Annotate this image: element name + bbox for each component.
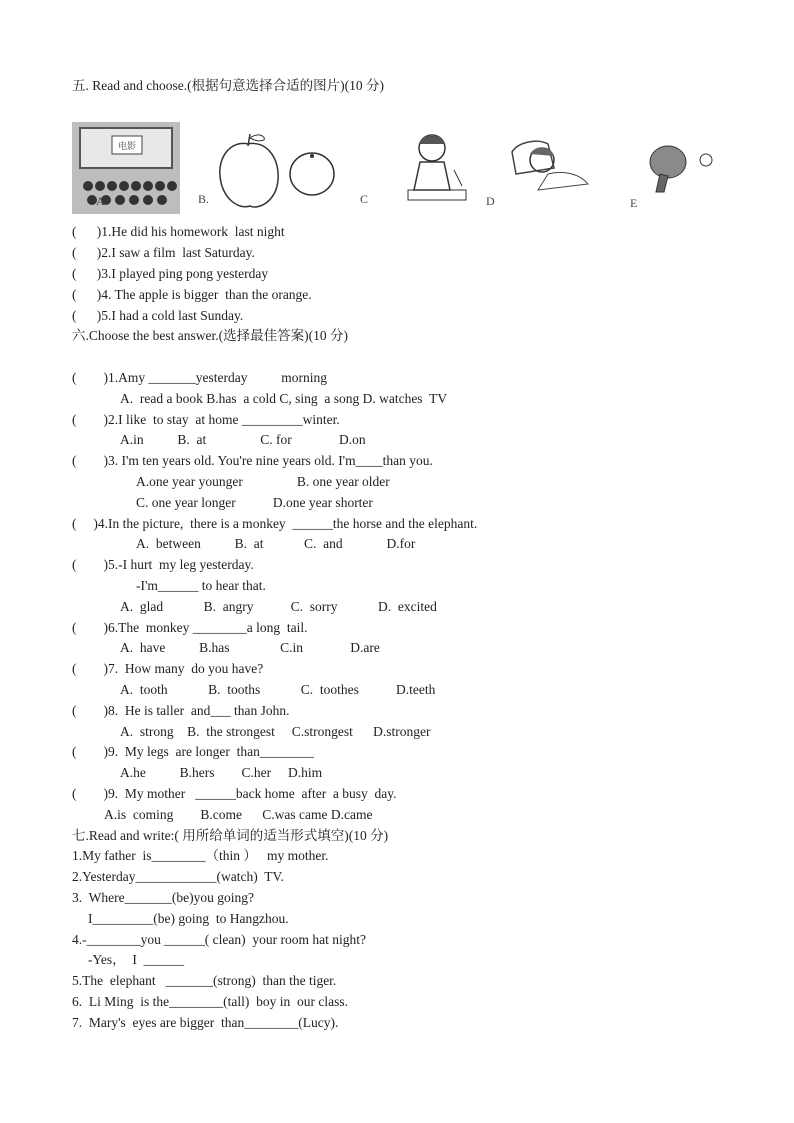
section7-title: 七.Read and write:( 用所给单词的适当形式填空)(10 分) xyxy=(72,828,389,843)
s7-q3: 3. Where_______(be)you going? xyxy=(72,890,254,905)
s6-q5-options: A. glad B. angry C. sorry D. excited xyxy=(120,599,437,614)
s7-q1: 1.My father is________（thin ） my mother. xyxy=(72,848,329,863)
s7-q5: 5.The elephant _______(strong) than the tiger. xyxy=(72,973,337,988)
picture-label-d: D xyxy=(486,194,495,208)
section5-title: 五. Read and choose.(根据句意选择合适的图片)(10 分) xyxy=(72,78,384,93)
s6-q1-options: A. read a book B.has a cold C, sing a song D. watches TV xyxy=(120,391,448,406)
s7-q3-answer: I_________(be) going to Hangzhou. xyxy=(88,911,289,926)
s6-q7: ( )7. How many do you have? xyxy=(72,661,264,676)
sign-text: 电影 xyxy=(118,141,137,151)
s6-q6-options: A. have B.has C.in D.are xyxy=(120,640,380,655)
s6-q3-options-a: A.one year younger B. one year older xyxy=(136,474,390,489)
s6-q10-options: A.is coming B.come C.was came D.came xyxy=(104,807,373,822)
s7-q4: 4.-________you ______( clean) your room hat night? xyxy=(72,932,366,947)
s5-item-2: ( )2.I saw a film last Saturday. xyxy=(72,245,255,260)
s5-item-3: ( )3.I played ping pong yesterday xyxy=(72,266,269,281)
picture-label-b: B. xyxy=(198,192,210,206)
homework-picture xyxy=(406,130,468,206)
s5-item-4: ( )4. The apple is bigger than the orange. xyxy=(72,287,312,302)
s6-q8-options: A. strong B. the strongest C.strongest D.stronger xyxy=(120,724,431,739)
s6-q4-options: A. between B. at C. and D.for xyxy=(136,536,416,551)
s6-q2-options: A.in B. at C. for D.on xyxy=(120,432,366,447)
s6-q9-options: A.he B.hers C.her D.him xyxy=(120,765,323,780)
s6-q8: ( )8. He is taller and___ than John. xyxy=(72,703,290,718)
s7-q2: 2.Yesterday____________(watch) TV. xyxy=(72,869,284,884)
s6-q3: ( )3. I'm ten years old. You're nine years old. I'm____than you. xyxy=(72,453,433,468)
s6-q5: ( )5.-I hurt my leg yesterday. xyxy=(72,557,254,572)
picture-label-e: E xyxy=(630,196,638,210)
s7-q6: 6. Li Ming is the________(tall) boy in our class. xyxy=(72,994,348,1009)
s6-q10: ( )9. My mother ______back home after a busy day. xyxy=(72,786,397,801)
s6-q6: ( )6.The monkey ________a long tail. xyxy=(72,620,308,635)
ping-pong-picture xyxy=(646,142,716,198)
cinema-picture xyxy=(72,122,180,214)
picture-label-a: A. xyxy=(96,194,108,208)
s5-item-1: ( )1.He did his homework last night xyxy=(72,224,285,239)
section6-title: 六.Choose the best answer.(选择最佳答案)(10 分) xyxy=(72,328,348,343)
picture-label-c: C xyxy=(360,192,369,206)
s6-q7-options: A. tooth B. tooths C. toothes D.teeth xyxy=(120,682,436,697)
s7-q4-answer: -Yes， I ______ xyxy=(88,952,185,967)
apple-orange-picture xyxy=(214,132,344,212)
s7-q7: 7. Mary's eyes are bigger than________(Lucy). xyxy=(72,1015,339,1030)
sick-in-bed-picture xyxy=(508,134,590,194)
s6-q9: ( )9. My legs are longer than________ xyxy=(72,744,314,759)
s6-q1: ( )1.Amy _______yesterday morning xyxy=(72,370,327,385)
s6-q2: ( )2.I like to stay at home _________winter. xyxy=(72,412,340,427)
s5-item-5: ( )5.I had a cold last Sunday. xyxy=(72,308,244,323)
s6-q3-options-c: C. one year longer D.one year shorter xyxy=(136,495,373,510)
picture-strip xyxy=(72,122,722,214)
s6-q4: ( )4.In the picture, there is a monkey ______the horse and the elephant. xyxy=(72,516,478,531)
s6-q5-reply: -I'm______ to hear that. xyxy=(136,578,266,593)
